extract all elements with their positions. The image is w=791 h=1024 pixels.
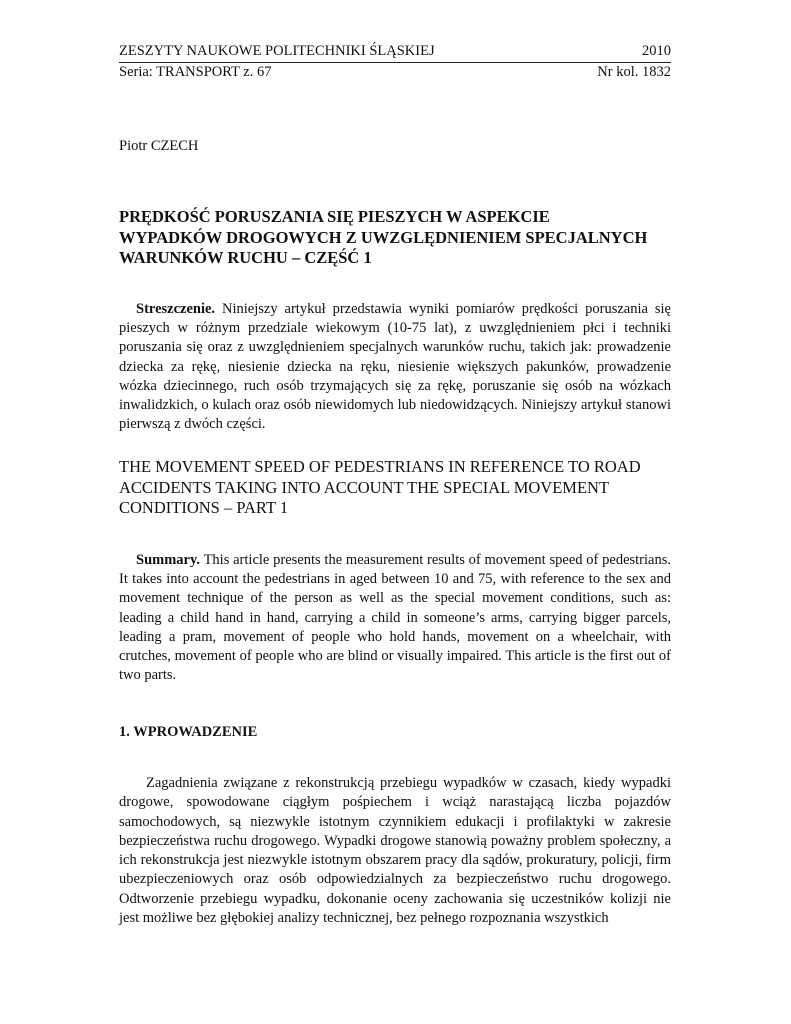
title-english: THE MOVEMENT SPEED OF PEDESTRIANS IN REFERENCE TO ROAD ACCIDENTS TAKING INTO ACCOUNT THE SPECIAL MOVEMENT CONDITIONS – PART 1 [119, 457, 641, 517]
author-name: Piotr CZECH [119, 138, 199, 154]
abstract-polish-text: Niniejszy artykuł przedstawia wyniki pomiarów prędkości poruszania się pieszych w różnym przedziale wiekowym (10-75 lat), z uwzględnieniem płci i techniki poruszania się oraz z uwzględnieniem specjalnych warunków ruchu, takich jak: prowadzenie dziecka za rękę, niesienie dziecka na ręku, niesienie większych pakunków, prowadzenie wózka dziecinnego, ruch osób trzymających się za rękę, poruszanie się osób na wózkach inwalidzkich, o kulach oraz osób niewidomych lub niedowidzących. Niniejszy artykuł stanowi pierwszą z dwóch części. [119, 301, 671, 433]
publication-year: 2010 [642, 43, 671, 59]
title-polish: PRĘDKOŚĆ PORUSZANIA SIĘ PIESZYCH W ASPEKCIE WYPADKÓW DROGOWYCH Z UWZGLĘDNIENIEM SPECJALNYCH WARUNKÓW RUCHU – CZĘŚĆ 1 [119, 207, 648, 267]
header-row-series [119, 63, 671, 82]
series-name: Seria: TRANSPORT z. 67 [119, 64, 272, 80]
abstract-polish [119, 300, 671, 434]
body-paragraph: Zagadnienia związane z rekonstrukcją przebiegu wypadków w czasach, kiedy wypadki drogowe, spowodowane ciągłym pośpiechem i wciąż narastającą liczba pojazdów samochodowych, są niezwykle istotnym czynnikiem edukacji i profilaktyki w zakresie bezpieczeństwa ruchu drogowego. Wypadki drogowe stanowią poważny problem społeczny, a ich rekonstrukcja jest niezwykle istotnym obszarem pracy dla sądów, prokuratury, policji, firm ubezpieczeniowych oraz osób odpowiedzialnych za bezpieczeństwo ruchu drogowego. Odtworzenie przebiegu wypadku, dokonanie oceny zachowania się uczestników kolizji nie jest możliwe bez głębokiej analizy technicznej, bez pełnego rozpoznania wszystkich [119, 775, 671, 927]
running-header [119, 42, 671, 82]
abstract-english-text: This article presents the measurement results of movement speed of pedestrians. It takes into account the pedestrians in aged between 10 and 75, with reference to the sex and movement technique of the person as well as the special movement conditions, such as: leading a child hand in hand, carrying a child in someone’s arms, carrying bigger parcels, leading a pram, movement of people who hold hands, movement on a wheelchair, with crutches, movement of people who are blind or visually impaired. This article is the first out of two parts. [119, 552, 671, 684]
abstract-polish-label: Streszczenie. [136, 301, 216, 317]
header-row-journal [119, 42, 671, 61]
abstract-english [119, 551, 671, 685]
abstract-english-label: Summary. [136, 552, 201, 568]
journal-name: ZESZYTY NAUKOWE POLITECHNIKI ŚLĄSKIEJ [119, 43, 435, 59]
issue-number: Nr kol. 1832 [597, 64, 671, 80]
section-heading-introduction: 1. WPROWADZENIE [119, 724, 258, 740]
